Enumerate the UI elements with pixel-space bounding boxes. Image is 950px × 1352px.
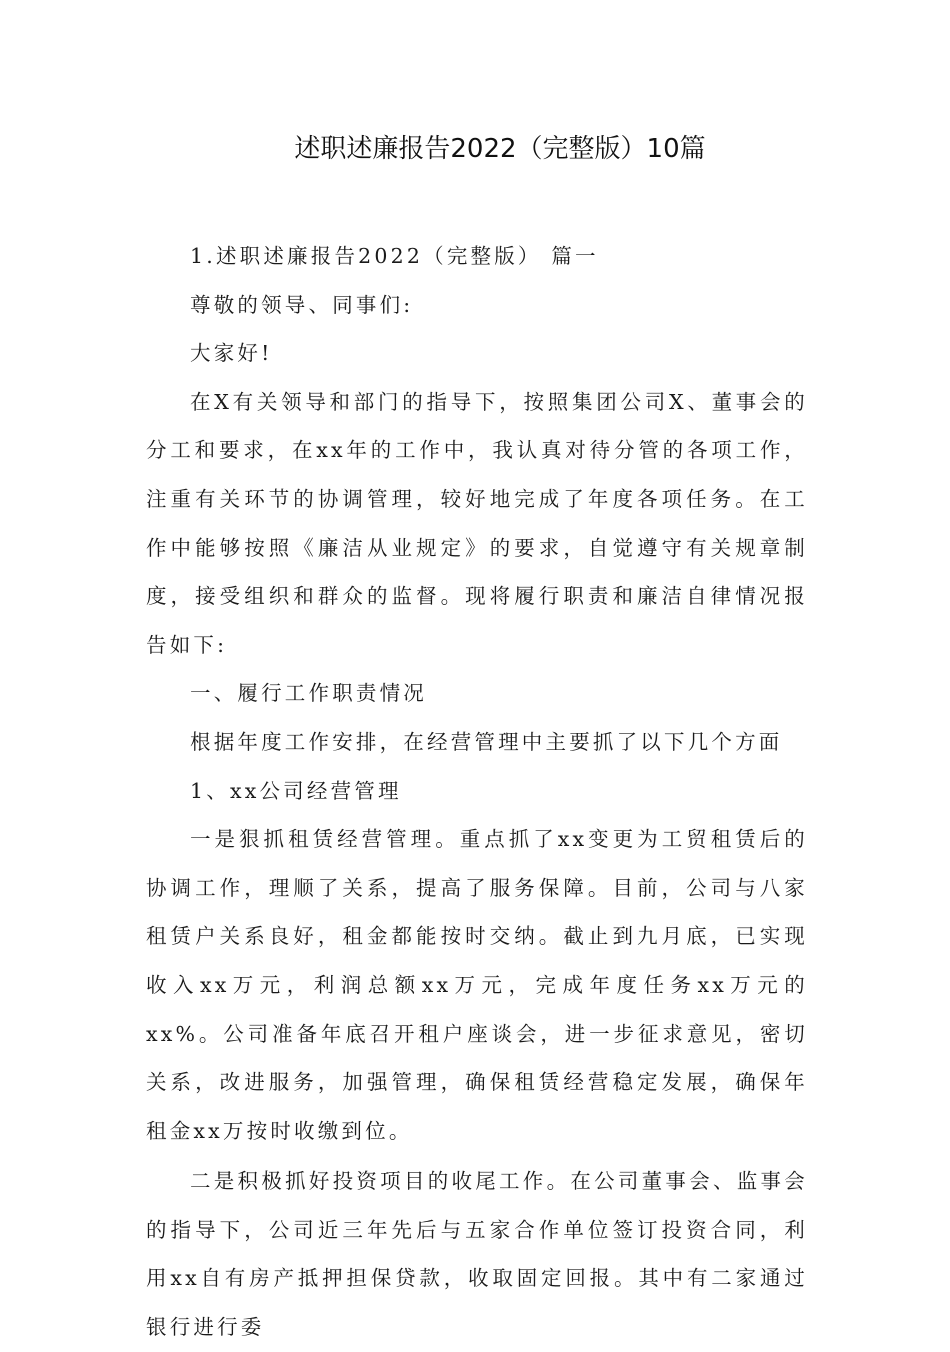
paragraph-plan: 根据年度工作安排，在经营管理中主要抓了以下几个方面 — [190, 729, 783, 754]
paragraph-leasing: 一是狠抓租赁经营管理。重点抓了xx变更为工贸租赁后的协调工作，理顺了关系，提高了服务保障。目前，公司与八家租赁户关系良好，租金都能按时交纳。截止到九月底，已实现收入xx万元，利润总额xx万元，完成年度任务xx万元的xx%。公司准备年底召开租户座谈会，进一步征求意见，密切关系，改进服务，加强管理，确保租赁经营稳定发展，确保年租金xx万按时收缴到位。 — [146, 827, 808, 1143]
section-heading: 1.述职述廉报告2022（完整版） 篇一 — [190, 244, 599, 268]
subheading-company: 1、xx公司经营管理 — [190, 778, 402, 803]
paragraph-investment: 二是积极抓好投资项目的收尾工作。在公司董事会、监事会的指导下，公司近三年先后与五家合作单位签订投资合同，利用xx自有房产抵押担保贷款，收取固定回报。其中有二家通过银行进行委 — [146, 1169, 808, 1340]
subheading-duties: 一、履行工作职责情况 — [190, 681, 427, 706]
salutation: 尊敬的领导、同事们: — [190, 292, 414, 317]
document-body — [146, 232, 808, 1352]
greeting: 大家好! — [190, 341, 273, 366]
intro-paragraph: 在X有关领导和部门的指导下，按照集团公司X、董事会的分工和要求，在xx年的工作中，我认真对待分管的各项工作，注重有关环节的协调管理，较好地完成了年度各项任务。在工作中能够按照《廉洁从业规定》的要求，自觉遵守有关规章制度，接受组织和群众的监督。现将履行职责和廉洁自律情况报告如下: — [146, 389, 808, 657]
document-title: 述职述廉报告2022（完整版）10篇 — [294, 134, 706, 164]
